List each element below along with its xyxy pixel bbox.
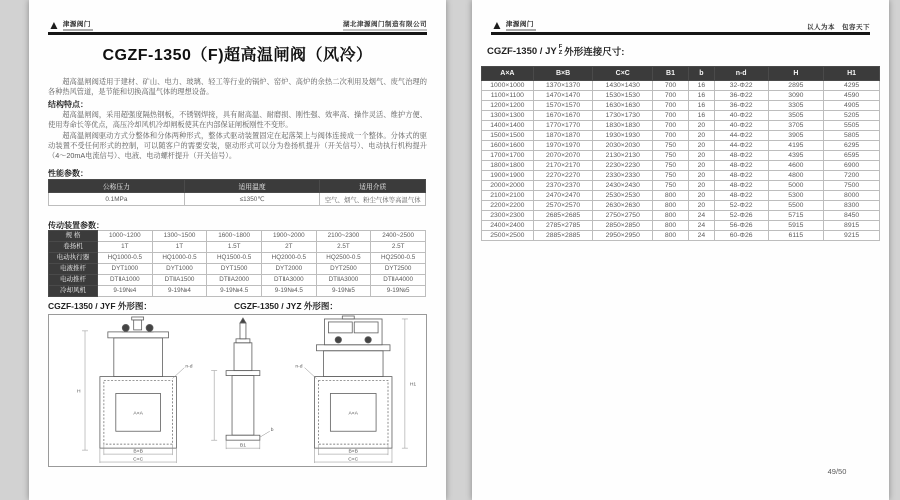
table-cell: 9215 [824,231,880,241]
table-cell: 44-Φ22 [714,141,768,151]
table-cell: HQ1500-0.5 [207,253,262,264]
table-cell: 750 [653,161,689,171]
table-cell: 52-Φ22 [714,201,768,211]
dim-label-b: b [270,428,274,434]
table-cell: 2885×2885 [533,231,593,241]
logo-subtext-bar [506,29,536,31]
table-cell: 1000~1200 [98,231,153,242]
outline-drawings-panel [48,314,427,467]
transmission-table-wrap [48,230,426,297]
column-header: 适用温度 [184,180,320,193]
table-cell: 5805 [824,131,880,141]
table-cell: 2500×2500 [482,231,534,241]
performance-table-head [49,180,426,193]
table-cell: 750 [653,141,689,151]
table-cell: 32-Φ22 [714,81,768,91]
structure-paragraph-2: 超高温闸阀驱动方式分整体和分体两种形式，整体式驱动装置固定在起落架上与阀体连接成一个整体。分体式的驱动装置不受任何形式的控制，可以随客户的需要安装，驱动形式可以分为卷扬机提升（开关信号）、电动执行机构提升（4～20mA电流信号）、电液、电动螺杆提升（开关信号）。 [48,131,427,160]
jyz-front-view-drawing [295,316,416,463]
jyf-front-view-drawing [77,317,193,463]
dim-label-h1: H1 [409,382,417,388]
column-header: n-d [714,67,768,81]
table-cell: HQ2500-0.5 [316,253,371,264]
table-cell: 9-19№4 [98,286,153,297]
table-cell: 6595 [824,151,880,161]
table-cell: DTⅡA3000 [316,275,371,286]
table-cell: 5500 [768,201,824,211]
table-cell: 1770×1770 [533,121,593,131]
table-cell: 9-19№5 [371,286,426,297]
table-row [482,171,880,181]
table-row [482,181,880,191]
dim-label-b1: B1 [239,443,246,449]
table-cell: 1630×1630 [593,101,653,111]
table-cell: 20 [688,171,714,181]
table-cell: 2T [261,242,316,253]
table-cell: 48-Φ22 [714,171,768,181]
performance-table [48,179,426,206]
table-cell: 800 [653,231,689,241]
table-cell: 2330×2330 [593,171,653,181]
variant-f: F [558,44,563,51]
table-cell: 2850×2850 [593,221,653,231]
table-cell: 1T [152,242,207,253]
table-cell: DYT1500 [207,264,262,275]
table-cell: 1700×1700 [482,151,534,161]
table-cell: 1370×1370 [533,81,593,91]
table-cell: 1600~1800 [207,231,262,242]
dim-label-bxb: B×B [348,449,358,455]
table-row [49,264,426,275]
table-cell: 2070×2070 [533,151,593,161]
table-cell: 40-Φ22 [714,111,768,121]
table-row [49,231,426,242]
table-cell: 1970×1970 [533,141,593,151]
table-cell: DTⅡA3000 [261,275,316,286]
table-cell: 2130×2130 [593,151,653,161]
table-row [482,141,880,151]
table-cell: 20 [688,121,714,131]
table-cell: 700 [653,81,689,91]
table-cell: 3705 [768,121,824,131]
table-cell: DTⅡA4000 [371,275,426,286]
table-cell: 1.5T [207,242,262,253]
table-cell: 4395 [768,151,824,161]
table-row [49,193,426,206]
table-cell: 2895 [768,81,824,91]
table-row [49,286,426,297]
table-cell: 1T [98,242,153,253]
table-cell: 20 [688,161,714,171]
table-cell: 1870×1870 [533,131,593,141]
dimension-table-title [487,44,624,58]
table-cell: HQ1000-0.5 [152,253,207,264]
catalog-right-page [472,0,889,500]
dimension-table-wrap [481,66,880,241]
table-cell: 1530×1530 [593,91,653,101]
table-cell: 1730×1730 [593,111,653,121]
table-cell: 20 [688,201,714,211]
table-cell: 2400×2400 [482,221,534,231]
table-cell: DYT2500 [316,264,371,275]
table-cell: 7200 [824,171,880,181]
table-row [49,253,426,264]
table-cell: 16 [688,81,714,91]
table-cell: 800 [653,191,689,201]
performance-section-heading: 性能参数： [48,169,88,178]
dim-label-nd: n-d [295,364,303,370]
page-title: CGZF-1350（F)超高温闸阀（风冷） [102,47,373,64]
table-cell: 2000×2000 [482,181,534,191]
column-header: A×A [482,67,534,81]
table-cell: 5300 [768,191,824,201]
variant-z: Z [558,50,563,56]
table-cell: 2950×2950 [593,231,653,241]
table-row [482,221,880,231]
table-cell: DYT2500 [371,264,426,275]
valve-outline-drawings [49,315,426,466]
table-cell: 4295 [824,81,880,91]
company-name: 湖北津源阀门制造有限公司 [343,20,427,28]
table-cell: DTⅡA1000 [98,275,153,286]
table-row [482,111,880,121]
table-cell: 1300~1500 [152,231,207,242]
structure-section-heading: 结构特点： [48,100,88,109]
dimension-title-prefix: CGZF-1350 / JY [487,45,557,57]
table-cell: 2100×2100 [482,191,534,201]
dim-label-axa: A×A [133,411,143,417]
transmission-table [48,230,426,297]
logo-text: 津源阀门 [62,21,91,28]
performance-table-body [49,193,426,206]
table-cell: 700 [653,101,689,111]
table-cell: 1430×1430 [593,81,653,91]
table-cell: 9-19№4.5 [207,286,262,297]
table-cell: 2750×2750 [593,211,653,221]
table-cell: 5505 [824,121,880,131]
table-row [482,231,880,241]
table-cell: 8000 [824,191,880,201]
column-header: 适用介质 [320,180,426,193]
dim-label-axa: A×A [348,411,358,417]
catalog-left-page [29,0,446,500]
table-row [482,161,880,171]
table-row [482,121,880,131]
table-cell: 6900 [824,161,880,171]
table-cell: 24 [688,221,714,231]
table-cell: DYT1000 [98,264,153,275]
table-cell: 2270×2270 [533,171,593,181]
table-cell: 2470×2470 [533,191,593,201]
table-cell: 20 [688,151,714,161]
table-row [482,151,880,161]
table-cell: 3305 [768,101,824,111]
dim-label-bxb: B×B [133,449,143,455]
table-cell: 1470×1470 [533,91,593,101]
table-cell: 36-Φ22 [714,101,768,111]
table-cell: 5000 [768,181,824,191]
table-cell: 3505 [768,111,824,121]
table-cell: 2685×2685 [533,211,593,221]
table-cell: 48-Φ22 [714,151,768,161]
table-cell: 2200×2200 [482,201,534,211]
table-cell: HQ2000-0.5 [261,253,316,264]
table-cell: 16 [688,91,714,101]
table-cell: 7500 [824,181,880,191]
table-cell: 2785×2785 [533,221,593,231]
table-cell: 3905 [768,131,824,141]
table-cell: 1570×1570 [533,101,593,111]
table-cell: 700 [653,131,689,141]
table-cell: 8300 [824,201,880,211]
table-cell: 2400~2500 [371,231,426,242]
table-cell: 750 [653,181,689,191]
table-cell: 60-Φ26 [714,231,768,241]
header-row [49,180,426,193]
table-cell: 2.5T [371,242,426,253]
table-cell: 9-19№4 [152,286,207,297]
dim-label-h: H [77,389,81,395]
column-header: B×B [533,67,593,81]
table-row [482,211,880,221]
table-cell: 700 [653,121,689,131]
company-subtext-bar [343,29,427,31]
table-cell: 44-Φ22 [714,131,768,141]
table-cell: 8450 [824,211,880,221]
column-header: C×C [593,67,653,81]
intro-paragraph: 超高温闸阀适用于建材、矿山、电力、玻璃、轻工等行业的锅炉、窑炉、高炉的余热二次利用及烟气、废气治理的各种热风管道，是节能和切换高温气体的理想设备。 [48,77,427,96]
logo-subtext-bar [63,29,93,31]
table-cell: 2430×2430 [593,181,653,191]
transmission-table-body [49,231,426,297]
right-page-header [491,12,870,31]
header-slogan-block [807,22,870,31]
table-cell: 5205 [824,111,880,121]
transmission-section-heading: 传动装置参数： [48,221,104,230]
table-row [482,101,880,111]
table-cell: 9-19№5 [316,286,371,297]
table-cell: 2170×2170 [533,161,593,171]
table-cell: 48-Φ22 [714,181,768,191]
dimension-table [481,66,880,241]
table-cell: 800 [653,221,689,231]
table-cell: 1600×1600 [482,141,534,151]
table-row [482,191,880,201]
table-cell: 2.5T [316,242,371,253]
table-cell: 20 [688,181,714,191]
slogan-text: 以人为本 包容天下 [807,24,870,31]
header-divider [48,32,427,35]
table-cell: 52-Φ26 [714,211,768,221]
table-row [482,91,880,101]
table-cell: 16 [688,111,714,121]
table-row [482,201,880,211]
table-cell: 1830×1830 [593,121,653,131]
table-cell: 电液推杆 [49,264,98,275]
table-cell: HQ2500-0.5 [371,253,426,264]
table-cell: 20 [688,141,714,151]
table-cell: 1900×1900 [482,171,534,181]
structure-paragraph-1: 超高温闸阀，采用超强度隔热钢板，不锈钢焊接，具有耐高温、耐磨损、刚性强、效率高、操作灵活、维护方便、使用寿命长等优点，高压冷却风机冷却闸板使其在内部保证闸板刚性不变形。 [48,110,427,129]
table-cell: 0.1MPa [49,193,185,206]
table-cell: 700 [653,91,689,101]
table-cell: 24 [688,211,714,221]
table-cell: 电动执行器 [49,253,98,264]
jyf-drawing-caption: CGZF-1350 / JYF 外形图： [48,301,152,311]
table-cell: 6295 [824,141,880,151]
table-cell: 冷却风机 [49,286,98,297]
logo-triangle-icon: ▲ [491,18,503,32]
logo-text: 津源阀门 [505,21,534,28]
table-cell: 9-19№4.5 [261,286,316,297]
table-cell: 48-Φ22 [714,161,768,171]
jyz-drawing-caption: CGZF-1350 / JYZ 外形图： [234,301,338,311]
column-header: B1 [653,67,689,81]
table-cell: 2230×2230 [593,161,653,171]
dimension-table-head [482,67,880,81]
dim-label-cxc: C×C [348,457,359,463]
table-cell: 2530×2530 [593,191,653,201]
table-cell: 750 [653,171,689,181]
table-cell: 1300×1300 [482,111,534,121]
table-cell: DTⅡA1500 [152,275,207,286]
table-cell: 5715 [768,211,824,221]
header-company-block [343,19,427,32]
header-divider [491,32,870,35]
table-cell: 700 [653,111,689,121]
jy-fz-variant-stack [559,45,563,57]
table-cell: 6115 [768,231,824,241]
table-cell: DYT1000 [152,264,207,275]
table-cell: 56-Φ26 [714,221,768,231]
table-cell: 750 [653,151,689,161]
table-cell: 1100×1100 [482,91,534,101]
table-cell: DYT2000 [261,264,316,275]
table-cell: DTⅡA2000 [207,275,262,286]
table-cell: 3090 [768,91,824,101]
table-cell: 卷扬机 [49,242,98,253]
table-cell: 1800×1800 [482,161,534,171]
table-cell: 1000×1000 [482,81,534,91]
table-row [482,81,880,91]
performance-table-wrap [48,179,426,206]
dim-label-nd: n-d [185,364,193,370]
table-row [49,242,426,253]
table-cell: 空气、烟气、粉尘气体等高温气体 [320,193,426,206]
table-cell: 2370×2370 [533,181,593,191]
table-cell: 8915 [824,221,880,231]
table-cell: 1400×1400 [482,121,534,131]
table-cell: 2570×2570 [533,201,593,211]
table-cell: 2630×2630 [593,201,653,211]
table-cell: HQ1000-0.5 [98,253,153,264]
dim-label-cxc: C×C [133,457,144,463]
table-cell: 2030×2030 [593,141,653,151]
table-cell: 4195 [768,141,824,151]
header-row [482,67,880,81]
table-cell: 4905 [824,101,880,111]
company-logo [48,19,93,31]
table-cell: 4800 [768,171,824,181]
dimension-table-body [482,81,880,241]
table-cell: ≤1350℃ [184,193,320,206]
column-header: b [688,67,714,81]
logo-triangle-icon: ▲ [48,18,60,32]
column-header: H [768,67,824,81]
table-cell: 24 [688,231,714,241]
company-logo [491,19,536,31]
table-cell: 800 [653,201,689,211]
table-cell: 800 [653,211,689,221]
table-cell: 规 格 [49,231,98,242]
table-cell: 1500×1500 [482,131,534,141]
table-cell: 1200×1200 [482,101,534,111]
column-header: H1 [824,67,880,81]
table-cell: 36-Φ22 [714,91,768,101]
left-page-header [48,12,427,31]
table-cell: 2300×2300 [482,211,534,221]
table-cell: 1930×1930 [593,131,653,141]
table-cell: 20 [688,131,714,141]
table-cell: 1670×1670 [533,111,593,121]
table-cell: 16 [688,101,714,111]
table-row [49,275,426,286]
table-cell: 20 [688,191,714,201]
table-row [482,131,880,141]
side-view-drawing [211,318,274,449]
column-header: 公称压力 [49,180,185,193]
table-cell: 1900~2000 [261,231,316,242]
table-cell: 40-Φ22 [714,121,768,131]
table-cell: 4600 [768,161,824,171]
dimension-title-suffix: 外形连接尺寸: [564,47,625,58]
table-cell: 48-Φ22 [714,191,768,201]
table-cell: 4590 [824,91,880,101]
table-cell: 2100~2300 [316,231,371,242]
page-number: 49/50 [827,467,847,476]
table-cell: 5915 [768,221,824,231]
table-cell: 电动推杆 [49,275,98,286]
